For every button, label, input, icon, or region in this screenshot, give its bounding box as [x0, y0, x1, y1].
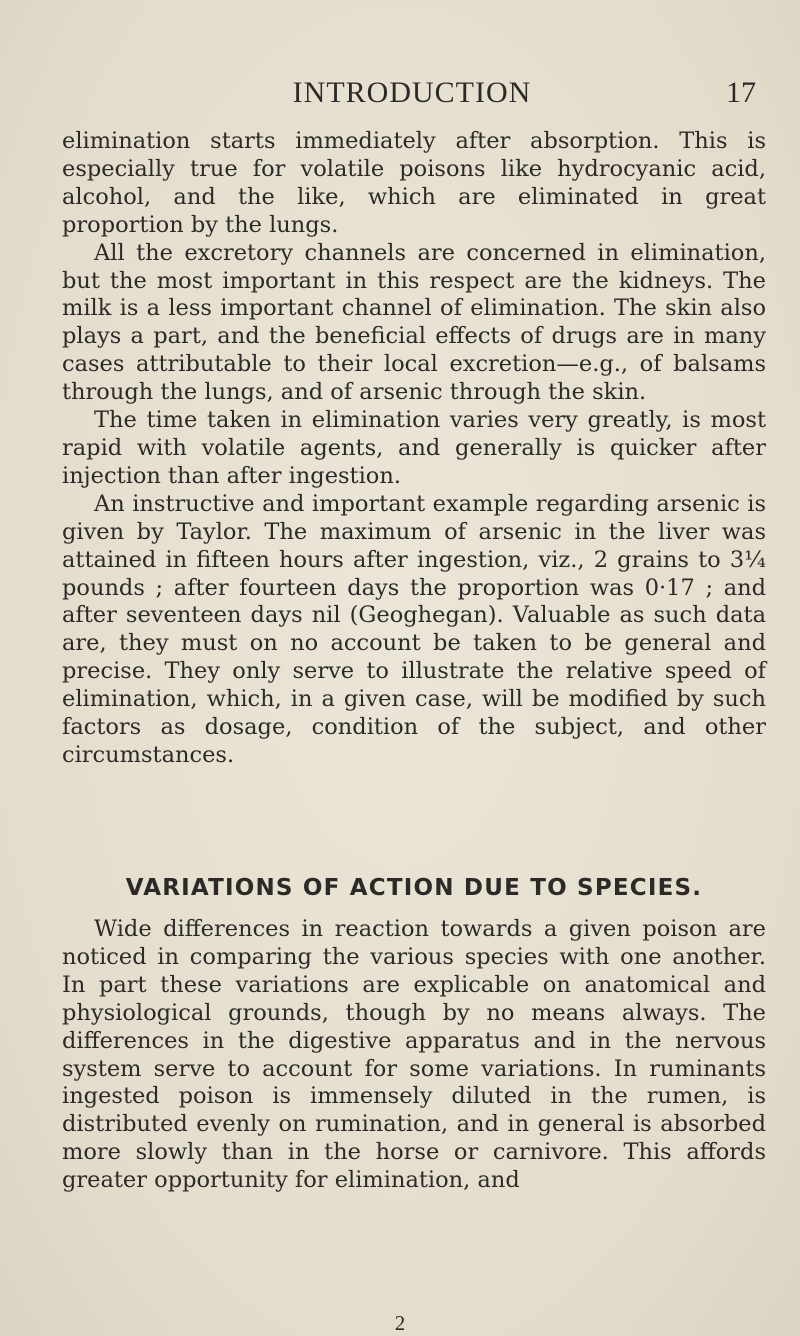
paragraph: Wide differences in reaction towards a given poison are noticed in comparing the various species with one another. In part these variations are explicable on anatomical and physiological grounds, though by no means always. The differences in the digestive apparatus and in the nervous system serve to account for some variations. In ruminants ingested poison is immensely diluted in the rumen, is distributed evenly on rumination, and in general is absorbed more slowly than in the horse or carnivore. This affords greater opportunity for elimination, and [62, 916, 766, 1194]
signature-mark: 2 [394, 1311, 406, 1335]
section-body [62, 916, 766, 1195]
running-head [62, 76, 762, 116]
page-number: 17 [726, 76, 756, 109]
paragraph: All the excretory channels are concerned in elimination, but the most important in this respect are the kidneys. The milk is a less important channel of elimination. The skin also plays a part, and the beneficial effects of drugs are in many cases attributable to their local excretion—e.g., of balsams through the lungs, and of arsenic through the skin. [62, 239, 766, 406]
section-heading: VARIATIONS OF ACTION DUE TO SPECIES. [125, 875, 703, 901]
paragraph: An instructive and important example regarding arsenic is given by Taylor. The maximum of arsenic in the liver was attained in fifteen hours after ingestion, viz., 2 grains to 3¼ pounds ; after fourteen days the proportion was 0·17 ; and after seventeen days nil (Geoghegan). Valuable as such data are, they must on no account be taken to be general and precise. They only serve to illustrate the relative speed of elimination, which, in a given case, will be modified by such factors as dosage, condition of the subject, and other circumstances. [62, 490, 766, 768]
paragraph: The time taken in elimination varies very greatly, is most rapid with volatile agents, and generally is quicker after injection than after ingestion. [62, 407, 766, 489]
body-text [62, 128, 766, 770]
paragraph: elimination starts immediately after absorption. This is especially true for volatile poisons like hydrocyanic acid, alcohol, and the like, which are eliminated in great proportion by the lungs. [62, 128, 766, 238]
running-title: INTRODUCTION [292, 76, 532, 109]
